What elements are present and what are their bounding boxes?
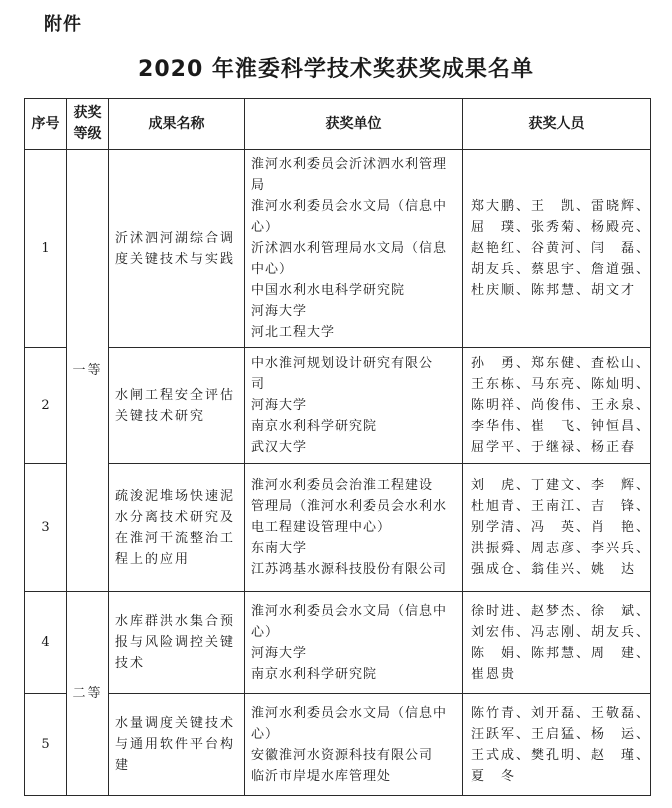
row-number: 4 [25, 592, 67, 694]
table-row [25, 150, 651, 348]
award-people-line: 杜庆顺、陈邦慧、胡文才 [471, 283, 637, 298]
award-units-line: 司 [251, 377, 266, 392]
achievement-name-line: 度关键技术与实践 [115, 251, 236, 267]
achievement-name-line: 技术 [115, 656, 146, 671]
achievement-name-line: 疏浚泥堆场快速泥 [115, 488, 236, 504]
award-units-line: 河海大学 [251, 304, 308, 319]
document-title: 2020 年淮委科学技术奖获奖成果名单 [138, 57, 534, 82]
award-units-line: 淮河水利委员会水文局（信息中 [251, 199, 448, 214]
award-grade-second: 二等 [67, 592, 109, 796]
header-units: 获奖单位 [245, 99, 463, 150]
award-people-line: 杜旭青、王南江、吉 锋、 [471, 499, 652, 514]
award-units-line: 河海大学 [251, 398, 308, 413]
award-units-line: 中国水利水电科学研究院 [251, 283, 406, 298]
award-people-line: 屈 璞、张秀菊、杨殿亮、 [471, 220, 652, 235]
award-units-line: 东南大学 [251, 541, 308, 556]
award-people-line: 李华伟、崔 飞、钟恒昌、 [471, 419, 652, 434]
award-units-line: 管理局（淮河水利委员会水利水 [251, 499, 448, 514]
award-units-line: 河海大学 [251, 645, 308, 661]
award-people-line: 汪跃军、王启猛、杨 运、 [471, 726, 652, 742]
award-units [245, 464, 463, 592]
row-number: 2 [25, 348, 67, 464]
award-people-line: 赵艳红、谷黄河、闫 磊、 [471, 241, 652, 256]
award-people-line: 夏 冬 [471, 768, 517, 784]
award-people [463, 464, 651, 592]
award-people-line: 屈学平、于继禄、杨正春 [471, 440, 637, 455]
award-people-line: 孙 勇、郑东健、査松山、 [471, 356, 652, 371]
achievement-name-line: 建 [115, 758, 131, 773]
award-grade-first: 一等 [67, 150, 109, 592]
award-units-line: 心） [251, 624, 280, 640]
achievement-name-line: 关键技术研究 [115, 408, 206, 424]
award-people-line: 王式成、樊孔明、赵 瑾、 [471, 747, 652, 763]
award-people-line: 洪振舜、周志彦、李兴兵、 [471, 541, 652, 556]
award-units-line: 南京水利科学研究院 [251, 419, 378, 434]
award-people-line: 王东栋、马东亮、陈灿明、 [471, 377, 652, 392]
table-row [25, 464, 651, 592]
header-grade-line-2: 等级 [73, 126, 102, 142]
award-people [463, 694, 651, 796]
header-people: 获奖人员 [463, 99, 651, 150]
achievement-name-line: 报与风险调控关键 [115, 635, 236, 650]
award-units-line: 淮河水利委员会水文局（信息中 [251, 603, 448, 619]
row-number: 1 [25, 150, 67, 348]
award-units-line: 心） [251, 726, 280, 742]
awards-table [24, 98, 651, 796]
award-units-line: 河北工程大学 [251, 325, 336, 340]
row-number: 5 [25, 694, 67, 796]
achievement-name-line: 水闸工程安全评估 [115, 387, 236, 403]
table-row [25, 694, 651, 796]
achievement-name [109, 348, 245, 464]
award-people-line: 徐时进、赵梦杰、徐 斌、 [471, 603, 652, 619]
award-people-line: 郑大鹏、王 凯、雷晓辉、 [471, 199, 652, 214]
award-people [463, 592, 651, 694]
achievement-name-line: 水量调度关键技术 [115, 716, 236, 731]
award-people [463, 150, 651, 348]
achievement-name [109, 464, 245, 592]
award-people-line: 陈竹青、刘开磊、王敬磊、 [471, 705, 652, 721]
award-units-line: 淮河水利委员会水文局（信息中 [251, 705, 448, 721]
award-units-line: 安徽淮河水资源科技有限公司 [251, 747, 434, 763]
award-people-line: 别学清、冯 英、肖 艳、 [471, 520, 652, 535]
table-header-row [25, 99, 651, 150]
award-units-line: 中水淮河规划设计研究有限公 [251, 356, 434, 371]
award-units [245, 592, 463, 694]
award-units-line: 淮河水利委员会沂沭泗水利管理 [251, 157, 448, 172]
header-no: 序号 [25, 99, 67, 150]
award-people-line: 崔恩贵 [471, 666, 517, 682]
header-grade-line-1: 获奖 [73, 105, 102, 121]
award-units-line: 心） [251, 220, 280, 235]
award-people-line: 刘 虎、丁建文、李 辉、 [471, 478, 652, 493]
achievement-name-line: 水库群洪水集合预 [115, 614, 236, 629]
achievement-name-line: 沂沭泗河湖综合调 [115, 230, 236, 246]
achievement-name [109, 592, 245, 694]
table-row [25, 592, 651, 694]
award-units [245, 150, 463, 348]
award-units-line: 淮河水利委员会治淮工程建设 [251, 478, 434, 493]
award-units-line: 局 [251, 178, 266, 193]
award-people-line: 陈明祥、尚俊伟、王永泉、 [471, 398, 652, 413]
award-units-line: 武汉大学 [251, 440, 308, 455]
award-units-line: 电工程建设管理中心） [251, 520, 392, 535]
achievement-name [109, 150, 245, 348]
award-units [245, 348, 463, 464]
award-people [463, 348, 651, 464]
achievement-name-line: 在淮河干流整治工 [115, 530, 236, 546]
award-units-line: 沂沭泗水利管理局水文局（信息 [251, 241, 448, 256]
award-people-line: 刘宏伟、冯志刚、胡友兵、 [471, 624, 652, 640]
header-grade [67, 99, 109, 150]
award-units-line: 临沂市岸堤水库管理处 [251, 768, 392, 784]
achievement-name-line: 水分离技术研究及 [115, 509, 236, 525]
award-units [245, 694, 463, 796]
table-row [25, 348, 651, 464]
row-number: 3 [25, 464, 67, 592]
attachment-label: 附件 [44, 14, 82, 35]
achievement-name [109, 694, 245, 796]
header-name: 成果名称 [109, 99, 245, 150]
award-people-line: 胡友兵、蔡思宇、詹道强、 [471, 262, 652, 277]
award-people-line: 陈 娟、陈邦慧、周 建、 [471, 645, 652, 661]
award-people-line: 强成仓、翁佳兴、姚 达 [471, 562, 637, 577]
achievement-name-line: 与通用软件平台构 [115, 737, 236, 752]
achievement-name-line: 程上的应用 [115, 551, 191, 567]
award-units-line: 江苏鸿基水源科技股份有限公司 [251, 562, 448, 577]
award-units-line: 中心） [251, 262, 294, 277]
award-units-line: 南京水利科学研究院 [251, 666, 378, 682]
